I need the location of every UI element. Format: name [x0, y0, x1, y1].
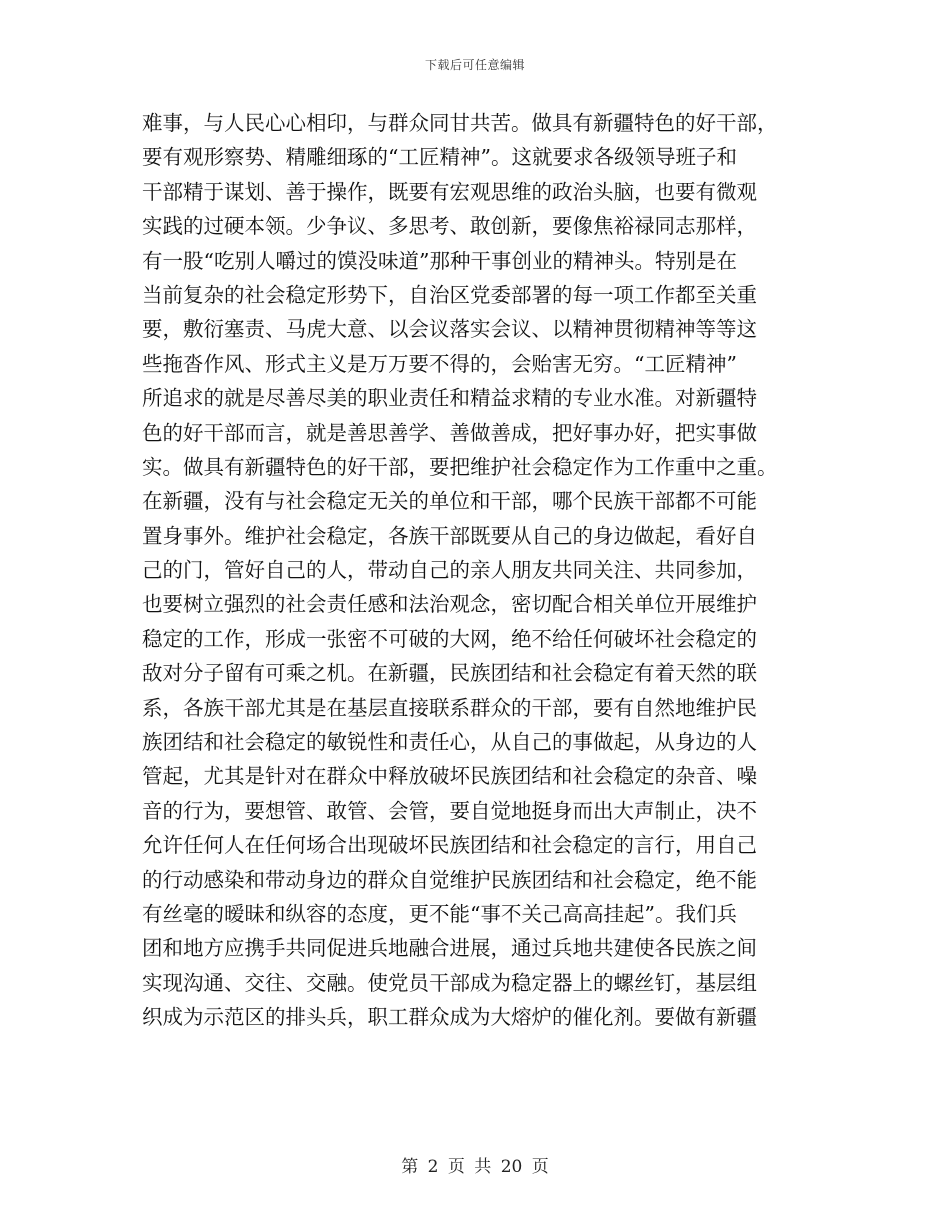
body-text-line: 也要树立强烈的社会责任感和法治观念，密切配合相关单位开展维护: [142, 592, 757, 617]
document-body: [142, 106, 802, 1035]
body-text-line: 有丝毫的暧昧和纵容的态度，更不能“事不关己高高挂起”。我们兵: [142, 901, 737, 926]
body-text-line: 敌对分子留有可乘之机。在新疆，民族团结和社会稳定有着天然的联: [142, 661, 757, 686]
body-text-line: 允许任何人在任何场合出现破坏民族团结和社会稳定的言行，用自己: [142, 833, 757, 858]
body-text-line: 团和地方应携手共同促进兵地融合进展，通过兵地共建使各民族之间: [142, 936, 757, 961]
body-text-line: 色的好干部而言，就是善思善学、善做善成，把好事办好，把实事做: [142, 420, 757, 445]
body-text-line: 有一股“吃别人嚼过的馍没味道”那种干事创业的精神头。特别是在: [142, 248, 737, 273]
body-text-line: 置身事外。维护社会稳定，各族干部既要从自己的身边做起，看好自: [142, 523, 757, 548]
body-text-line: 的行动感染和带动身边的群众自觉维护民族团结和社会稳定，绝不能: [142, 867, 757, 892]
body-text-line: 族团结和社会稳定的敏锐性和责任心，从自己的事做起，从身边的人: [142, 730, 757, 755]
body-text-line: 稳定的工作，形成一张密不可破的大网，绝不给任何破坏社会稳定的: [142, 626, 757, 651]
body-text-line: 织成为示范区的排头兵，职工群众成为大熔炉的催化剂。要做有新疆: [142, 1005, 757, 1030]
page-footer: 第 2 页 共 20 页: [401, 1157, 549, 1177]
body-text-line: 难事，与人民心心相印，与群众同甘共苦。做具有新疆特色的好干部，: [142, 111, 778, 135]
body-text-line: 系，各族干部尤其是在基层直接联系群众的干部，要有自然地维护民: [142, 695, 757, 720]
body-text-line: 当前复杂的社会稳定形势下，自治区党委部署的每一项工作都至关重: [142, 282, 757, 307]
body-text-line: 要有观形察势、精雕细琢的“工匠精神”。这就要求各级领导班子和: [142, 145, 737, 170]
body-text-line: 所追求的就是尽善尽美的职业责任和精益求精的专业水准。对新疆特: [142, 386, 757, 411]
body-text-line: 管起，尤其是针对在群众中释放破坏民族团结和社会稳定的杂音、噪: [142, 764, 757, 789]
body-text-line: 音的行为，要想管、敢管、会管，要自觉地挺身而出大声制止，决不: [142, 798, 757, 823]
body-text-line: 己的门，管好自己的人，带动自己的亲人朋友共同关注、共同参加，: [142, 558, 757, 583]
body-text-line: 在新疆，没有与社会稳定无关的单位和干部，哪个民族干部都不可能: [142, 489, 757, 514]
body-text-line: 干部精于谋划、善于操作，既要有宏观思维的政治头脑，也要有微观: [142, 179, 757, 204]
body-text-line: 实践的过硬本领。少争议、多思考、敢创新，要像焦裕禄同志那样，: [142, 214, 757, 239]
body-text-line: 实现沟通、交往、交融。使党员干部成为稳定器上的螺丝钉，基层组: [142, 970, 757, 995]
body-text-line: 些拖沓作风、形式主义是万万要不得的，会贻害无穷。“工匠精神”: [142, 351, 737, 376]
body-text-line: 要，敷衍塞责、马虎大意、以会议落实会议、以精神贯彻精神等等这: [142, 317, 757, 342]
body-text-line: 实。做具有新疆特色的好干部，要把维护社会稳定作为工作重中之重。: [142, 454, 778, 479]
page-header: 下载后可任意编辑: [424, 58, 525, 72]
